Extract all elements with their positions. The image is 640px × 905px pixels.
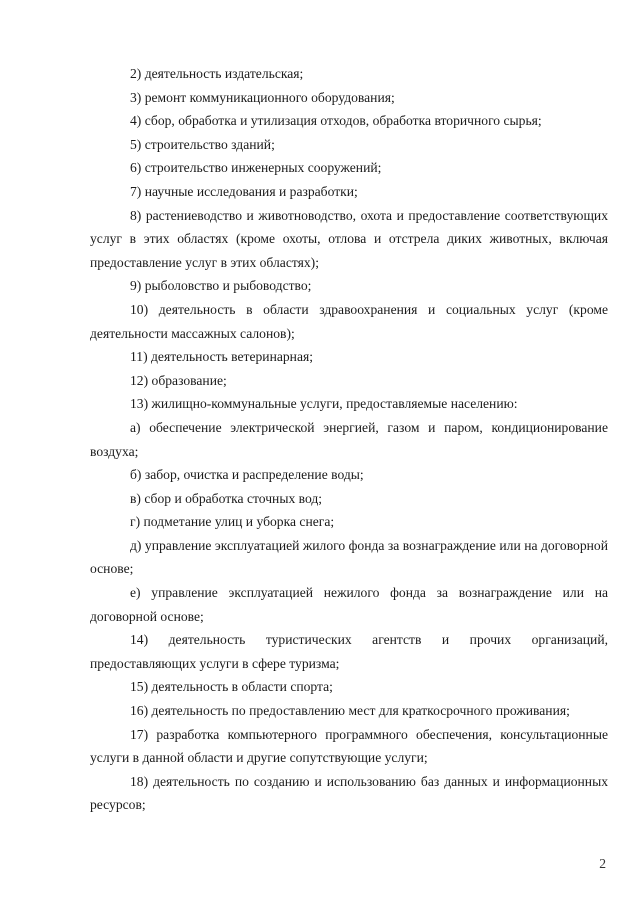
list-item: 9) рыболовство и рыбоводство; (130, 278, 312, 294)
list-item: 5) строительство зданий; (130, 136, 275, 152)
list-item: 2) деятельность издательская; (130, 66, 304, 81)
list-item: 4) сбор, обработка и утилизация отходов, обработка вторичного сырья; (130, 113, 542, 129)
list-subitem: е) управление эксплуатацией нежилого фонда за вознаграждение или на договорной основе; (90, 585, 608, 624)
list-item: 3) ремонт коммуникационного оборудования; (130, 89, 395, 105)
list-item: 16) деятельность по предоставлению мест для краткосрочного проживания; (130, 703, 570, 719)
list-subitem: б) забор, очистка и распределение воды; (130, 467, 364, 483)
list-item: 11) деятельность ветеринарная; (130, 349, 314, 365)
list-item: 18) деятельность по созданию и использованию баз данных и информационных ресурсов; (90, 773, 608, 813)
list-item: 8) растениеводство и животноводство, охота и предоставление соответствующих услуг в этих областях (кроме охоты, отлова и отстрела диких животных, включая предоставление услуг в этих областях); (90, 207, 608, 270)
list-item: 14) деятельность туристических агентств и прочих организаций, предоставляющих услуги в сфере туризма; (90, 632, 608, 671)
page-number: 2 (599, 856, 606, 871)
list-item: 6) строительство инженерных сооружений; (130, 160, 382, 176)
list-item: 12) образование; (130, 372, 227, 388)
document-body (90, 62, 608, 817)
list-subitem: г) подметание улиц и уборка снега; (130, 514, 335, 530)
list-subitem: д) управление эксплуатацией жилого фонда за вознаграждение или на договорной основе; (90, 537, 608, 577)
list-subitem: в) сбор и обработка сточных вод; (130, 490, 323, 506)
list-item: 17) разработка компьютерного программного обеспечения, консультационные услуги в данной области и другие сопутствующие услуги; (90, 726, 608, 766)
list-item: 10) деятельность в области здравоохранения и социальных услуг (кроме деятельности массажных салонов); (90, 301, 608, 341)
list-subitem: а) обеспечение электрической энергией, газом и паром, кондиционирование воздуха; (90, 419, 608, 459)
list-item: 15) деятельность в области спорта; (130, 679, 333, 695)
list-item: 13) жилищно-коммунальные услуги, предоставляемые населению: (130, 396, 518, 412)
list-item: 7) научные исследования и разработки; (130, 183, 358, 199)
